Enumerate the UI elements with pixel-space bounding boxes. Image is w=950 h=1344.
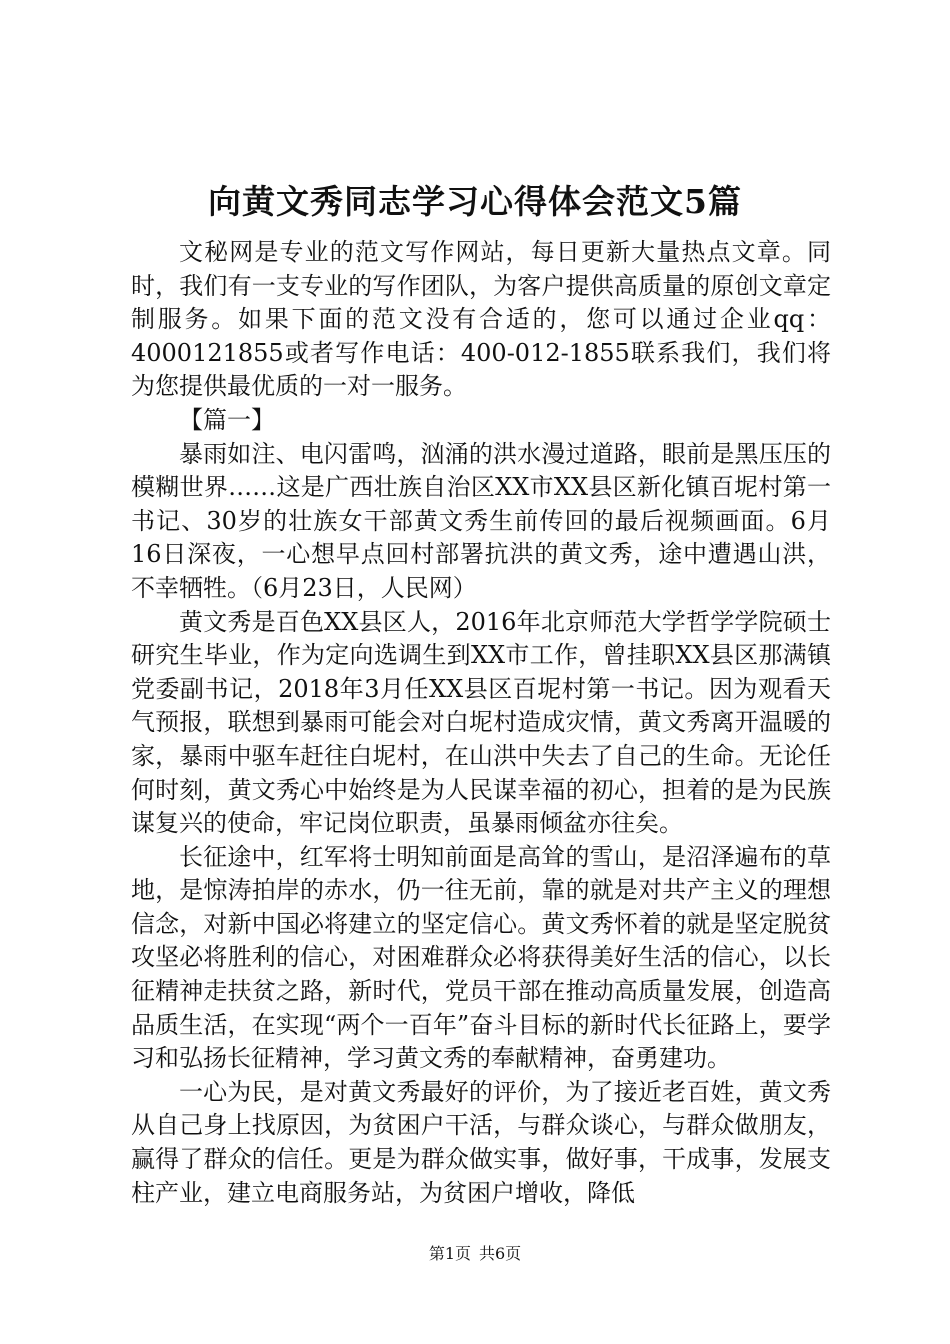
- document-title: 向黄文秀同志学习心得体会范文5篇: [208, 182, 742, 221]
- page-count: 共6页: [479, 1244, 522, 1263]
- body-paragraph: 暴雨如注、电闪雷鸣，汹涌的洪水漫过道路，眼前是黑压压的模糊世界……这是广西壮族自治区XX市XX县区新化镇百坭村第一书记、30岁的壮族女干部黄文秀生前传回的最后视频画面。6月16日深夜，一心想早点回村部署抗洪的黄文秀，途中遭遇山洪，不幸牺牲。（6月23日，人民网）: [131, 439, 831, 602]
- page-number: 第1页: [428, 1244, 471, 1263]
- body-paragraph: 黄文秀是百色XX县区人，2016年北京师范大学哲学学院硕士研究生毕业，作为定向选调生到XX市工作，曾挂职XX县区那满镇党委副书记，2018年3月任XX县区百坭村第一书记。因为观看天气预报，联想到暴雨可能会对白坭村造成灾情，黄文秀离开温暖的家，暴雨中驱车赶往白坭村，在山洪中失去了自己的生命。无论任何时刻，黄文秀心中始终是为人民谋幸福的初心，担着的是为民族谋复兴的使命，牢记岗位职责，虽暴雨倾盆亦往矣。: [131, 607, 831, 838]
- body-paragraph: 长征途中，红军将士明知前面是高耸的雪山，是沼泽遍布的草地，是惊涛拍岸的赤水，仍一往无前，靠的就是对共产主义的理想信念，对新中国必将建立的坚定信心。黄文秀怀着的就是坚定脱贫攻坚必将胜利的信心，对困难群众必将获得美好生活的信心，以长征精神走扶贫之路，新时代，党员干部在推动高质量发展，创造高品质生活，在实现“两个一百年”奋斗目标的新时代长征路上，要学习和弘扬长征精神，学习黄文秀的奉献精神，奋勇建功。: [131, 842, 831, 1073]
- section-heading: 【篇一】: [179, 405, 275, 434]
- page-footer: [0, 1243, 950, 1265]
- document-body: [131, 236, 831, 1210]
- intro-paragraph: 文秘网是专业的范文写作网站，每日更新大量热点文章。同时，我们有一支专业的写作团队，为客户提供高质量的原创文章定制服务。如果下面的范文没有合适的，您可以通过企业qq：4000121855或者写作电话：400-012-1855联系我们，我们将为您提供最优质的一对一服务。: [131, 238, 831, 401]
- body-paragraph: 一心为民，是对黄文秀最好的评价，为了接近老百姓，黄文秀从自己身上找原因，为贫困户干活，与群众谈心，与群众做朋友，赢得了群众的信任。更是为群众做实事，做好事，干成事，发展支柱产业，建立电商服务站，为贫困户增收，降低: [131, 1077, 831, 1207]
